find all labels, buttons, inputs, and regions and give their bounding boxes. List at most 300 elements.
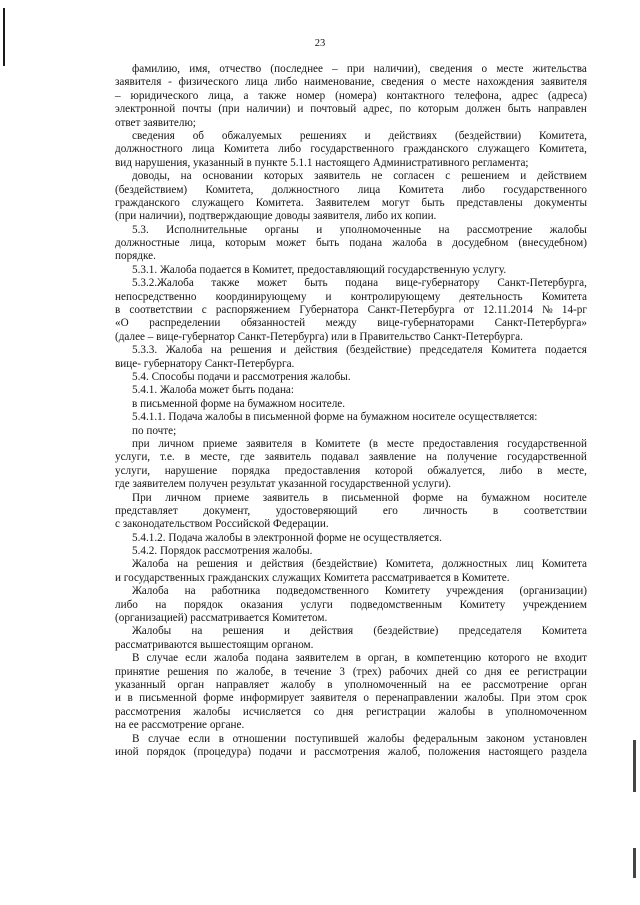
word: быть bbox=[507, 103, 531, 116]
word: № bbox=[542, 304, 553, 317]
word: личном bbox=[165, 491, 201, 504]
text-line: (далее – вице-губернатор Санкт-Петербурга) или в Правительство Санкт-Петербурга. bbox=[115, 330, 523, 343]
word: государственного bbox=[310, 143, 395, 156]
text-line: 5.4. Способы подачи и рассмотрения жалобы. bbox=[132, 370, 351, 383]
word: заявителя bbox=[246, 437, 293, 450]
word: органы bbox=[264, 223, 299, 236]
word: жалоб, bbox=[387, 745, 421, 758]
word: направляет bbox=[215, 678, 269, 691]
word: уполномоченный bbox=[344, 678, 427, 691]
word: личность bbox=[423, 504, 468, 517]
word: и bbox=[284, 625, 291, 638]
word: информирует bbox=[240, 692, 305, 705]
text-line bbox=[115, 465, 587, 478]
word: Комитета. bbox=[255, 196, 304, 209]
text-line bbox=[115, 438, 587, 451]
word: соответствии bbox=[129, 304, 193, 317]
word: гражданского bbox=[403, 143, 469, 156]
text-line bbox=[115, 599, 587, 612]
scan-edge-mark bbox=[633, 848, 636, 878]
word: лиц bbox=[515, 558, 534, 571]
word: при bbox=[132, 437, 150, 450]
word: подавал bbox=[321, 451, 359, 464]
word: может bbox=[256, 277, 287, 290]
word: подана bbox=[255, 652, 289, 665]
word: служащего bbox=[477, 143, 530, 156]
word: может bbox=[276, 237, 306, 250]
word: сведения bbox=[429, 63, 473, 75]
word: (при bbox=[218, 103, 240, 116]
text-line bbox=[115, 277, 587, 290]
word: отчество bbox=[219, 63, 262, 75]
word: рассмотрения bbox=[314, 745, 380, 758]
text-line: (при наличии), подтверждающие доводы заявителя, либо их копии. bbox=[115, 210, 437, 223]
text-line bbox=[115, 197, 587, 210]
word: либо bbox=[278, 143, 302, 156]
word: предоставления bbox=[422, 437, 499, 450]
word: письменной bbox=[341, 491, 400, 504]
word: лица, bbox=[189, 237, 216, 250]
word: представлены bbox=[456, 196, 523, 209]
word: рассмотрения bbox=[115, 705, 181, 718]
word: быть bbox=[315, 237, 340, 250]
word: сведения bbox=[381, 76, 424, 89]
word: если bbox=[185, 652, 207, 665]
word: досудебном bbox=[452, 237, 509, 250]
text-line: вид нарушения, указанный в пункте 5.1.1 настоящего Административного регламента; bbox=[115, 156, 529, 169]
word: В bbox=[132, 652, 140, 665]
word: личном bbox=[158, 437, 194, 450]
word: решения bbox=[167, 665, 209, 678]
word: орган bbox=[560, 678, 587, 691]
word: на bbox=[191, 625, 203, 638]
word: наименование, bbox=[304, 76, 375, 89]
word: и bbox=[316, 223, 323, 236]
word: раздела bbox=[551, 745, 587, 758]
word: порядок bbox=[183, 598, 223, 611]
word: (внесудебном) bbox=[518, 237, 587, 250]
word: жалоба bbox=[392, 237, 427, 250]
text-line bbox=[115, 237, 587, 250]
word: 5.3. bbox=[132, 223, 149, 236]
word: (трех) bbox=[352, 665, 382, 678]
word: случае bbox=[148, 732, 180, 745]
word: жалобы bbox=[549, 223, 587, 236]
text-line bbox=[115, 652, 587, 665]
scan-edge-mark bbox=[633, 740, 636, 792]
word: также bbox=[211, 277, 240, 290]
word: (бездействии) bbox=[454, 129, 522, 142]
text-line bbox=[115, 224, 587, 237]
word: Комитета, bbox=[385, 558, 434, 571]
text-line bbox=[115, 746, 587, 759]
word: уполномоченные bbox=[339, 223, 422, 236]
word: которым bbox=[417, 103, 459, 116]
word: месте, bbox=[556, 464, 587, 477]
word: контролирующему bbox=[350, 290, 441, 303]
word: адрес bbox=[511, 89, 539, 102]
word: фамилию, bbox=[132, 63, 181, 75]
word: – bbox=[332, 63, 338, 75]
word: обжалуемых bbox=[221, 129, 282, 142]
word: от bbox=[463, 304, 474, 317]
word: (номера) bbox=[335, 89, 377, 102]
word: в bbox=[115, 304, 121, 317]
word: непосредственно bbox=[115, 290, 197, 303]
word: деятельность bbox=[459, 290, 523, 303]
word: Жалобы bbox=[132, 625, 172, 638]
word: его bbox=[382, 504, 398, 517]
text-line: где заявителем получен результат указанной государственной услуги). bbox=[115, 478, 452, 491]
word: услуги bbox=[300, 598, 333, 611]
word: о bbox=[481, 63, 488, 75]
word: действия bbox=[260, 558, 304, 571]
word: не bbox=[371, 170, 383, 183]
word: и bbox=[520, 170, 527, 183]
word: по bbox=[399, 103, 411, 116]
word: жалобе, bbox=[236, 665, 274, 678]
word: орган, bbox=[367, 652, 398, 665]
word: Комитету bbox=[384, 585, 431, 598]
word: Санкт-Петербурга bbox=[367, 304, 455, 317]
word: ее bbox=[509, 665, 520, 678]
word: быть bbox=[421, 196, 445, 209]
word: и bbox=[364, 129, 371, 142]
word: услуги, bbox=[115, 464, 151, 477]
word: форме bbox=[412, 491, 444, 504]
word: на bbox=[210, 344, 222, 357]
word: решения bbox=[230, 344, 272, 357]
word: государственной bbox=[507, 437, 587, 450]
word: и bbox=[246, 558, 253, 571]
word: Комитету bbox=[459, 598, 506, 611]
word: подведомственным bbox=[350, 598, 443, 611]
word: лица bbox=[191, 143, 215, 156]
word: (бездействие) bbox=[373, 625, 439, 638]
word: приеме bbox=[202, 437, 238, 450]
word: решения bbox=[196, 558, 238, 571]
word: Комитета bbox=[541, 558, 587, 571]
word: (бездействие) bbox=[346, 344, 412, 357]
word: и bbox=[297, 103, 304, 116]
word: наличии) bbox=[246, 103, 291, 116]
text-line: и государственных гражданских служащих Комитета рассматривается в Комитете. bbox=[115, 571, 510, 584]
word: быть bbox=[304, 277, 328, 290]
page-number: 23 bbox=[314, 38, 326, 49]
text-line: ответ заявителю; bbox=[115, 116, 196, 129]
word: 14-рг bbox=[561, 304, 587, 317]
text-line bbox=[115, 679, 587, 692]
word: в bbox=[301, 437, 307, 450]
text-line bbox=[115, 692, 587, 705]
text-line bbox=[115, 304, 587, 317]
word: о bbox=[430, 76, 437, 89]
word: предоставления bbox=[284, 464, 361, 477]
word: течение bbox=[294, 665, 332, 678]
word: представляет bbox=[115, 504, 178, 517]
text-line bbox=[115, 76, 587, 89]
word: обжалуется, bbox=[427, 464, 486, 477]
word: в bbox=[404, 652, 410, 665]
word: «О bbox=[115, 317, 129, 330]
word: случае bbox=[146, 652, 179, 665]
word: направлен bbox=[537, 103, 587, 116]
word: председателя bbox=[419, 344, 483, 357]
word: (в bbox=[369, 437, 379, 450]
word: о bbox=[363, 692, 369, 705]
word: принятие bbox=[115, 665, 160, 678]
word: которой bbox=[374, 464, 413, 477]
word: на bbox=[438, 678, 450, 691]
text-line bbox=[115, 733, 587, 746]
word: Комитета bbox=[398, 183, 444, 196]
word: документ, bbox=[203, 504, 251, 517]
word: получение bbox=[446, 451, 498, 464]
word: должностные bbox=[115, 237, 180, 250]
word: лица, bbox=[208, 89, 234, 102]
word: порядок bbox=[146, 745, 186, 758]
word: решения bbox=[222, 625, 264, 638]
word: решениях bbox=[299, 129, 347, 142]
word: удостоверяющий bbox=[275, 504, 358, 517]
word: Санкт-Петербурга, bbox=[497, 277, 587, 290]
word: либо bbox=[274, 76, 298, 89]
word: нахождения bbox=[476, 76, 534, 89]
word: жалобы. bbox=[464, 692, 505, 705]
text-line: на ее рассмотрение органе. bbox=[115, 719, 245, 732]
word: и bbox=[325, 290, 332, 303]
word: услуги, bbox=[115, 451, 151, 464]
word: (бездействием) bbox=[115, 183, 188, 196]
word: в bbox=[327, 678, 333, 691]
word: либо bbox=[499, 464, 523, 477]
word: номер bbox=[296, 89, 326, 102]
word: которых bbox=[263, 170, 304, 183]
word: лица bbox=[357, 183, 381, 196]
word: месте bbox=[496, 63, 524, 75]
text-line bbox=[115, 344, 587, 357]
text-line: с законодательством Российской Федерации. bbox=[115, 518, 329, 531]
word: решением bbox=[461, 170, 510, 183]
word: рассмотрение bbox=[482, 678, 549, 691]
word: Комитета bbox=[491, 344, 537, 357]
word: в bbox=[281, 665, 287, 678]
word: доводы, bbox=[132, 170, 170, 183]
word: между bbox=[325, 317, 357, 330]
word: уполномоченном bbox=[505, 705, 587, 718]
word: Комитета bbox=[541, 625, 587, 638]
word: месте bbox=[386, 437, 414, 450]
word: настоящего bbox=[488, 745, 543, 758]
word: в bbox=[436, 237, 443, 250]
word: поступившей bbox=[294, 732, 359, 745]
word: 5.3.2.Жалоба bbox=[132, 277, 194, 290]
word: и bbox=[300, 745, 307, 758]
word: оказания bbox=[240, 598, 283, 611]
word: дней bbox=[435, 665, 459, 678]
word: телефона, bbox=[454, 89, 502, 102]
word: федеральным bbox=[413, 732, 478, 745]
scan-edge-mark bbox=[3, 8, 5, 66]
word: рабочих bbox=[389, 665, 428, 678]
word: документы bbox=[534, 196, 587, 209]
word: компетенцию bbox=[416, 652, 482, 665]
word: распоряжением bbox=[215, 304, 291, 317]
word: заявитель bbox=[264, 451, 312, 464]
word: обязанностей bbox=[240, 317, 306, 330]
text-line bbox=[115, 90, 587, 103]
word: согласен bbox=[393, 170, 435, 183]
word: жалоба bbox=[213, 652, 249, 665]
word: исчисляется bbox=[242, 705, 302, 718]
text-line bbox=[115, 505, 587, 518]
word: должен bbox=[465, 103, 501, 116]
text-line bbox=[115, 170, 587, 183]
word: со bbox=[466, 665, 477, 678]
word: действия bbox=[310, 625, 354, 638]
word: Комитета, bbox=[205, 183, 254, 196]
word: действия bbox=[294, 344, 338, 357]
word: вице-губернатору bbox=[395, 277, 480, 290]
word: Губернатора bbox=[299, 304, 359, 317]
word: юридического bbox=[130, 89, 199, 102]
word: ее bbox=[461, 678, 472, 691]
word: основании bbox=[202, 170, 253, 183]
word: дня bbox=[336, 705, 354, 718]
word: заявитель bbox=[314, 170, 361, 183]
word: на bbox=[438, 223, 450, 236]
text-line: 5.4.2. Порядок рассмотрения жалобы. bbox=[132, 545, 313, 558]
word: должностных bbox=[442, 558, 508, 571]
text-line: по почте; bbox=[132, 424, 177, 437]
word: распределении bbox=[149, 317, 221, 330]
word: Комитете bbox=[315, 437, 361, 450]
word: работника bbox=[211, 585, 261, 598]
word: орган bbox=[177, 678, 205, 691]
word: письменной bbox=[139, 692, 197, 705]
text-line bbox=[115, 63, 587, 76]
word: и bbox=[115, 692, 121, 705]
text-line: 5.4.1.1. Подача жалобы в письменной форме на бумажном носителе осуществляется: bbox=[132, 411, 538, 424]
word: 3 bbox=[339, 665, 345, 678]
word: иной bbox=[115, 745, 139, 758]
word: в bbox=[487, 705, 494, 718]
word: отношении bbox=[232, 732, 287, 745]
word: а bbox=[243, 89, 249, 102]
word: порядка bbox=[231, 464, 271, 477]
word: регистрации bbox=[365, 705, 426, 718]
word: Комитета, bbox=[538, 129, 587, 142]
word: соответствии bbox=[523, 504, 587, 517]
word: жалобы bbox=[193, 705, 231, 718]
word: регистрации bbox=[527, 665, 587, 678]
word: положения bbox=[428, 745, 481, 758]
word: рассмотрение bbox=[466, 223, 533, 236]
word: подана bbox=[349, 237, 383, 250]
text-line bbox=[115, 451, 587, 464]
text-line: в письменной форме на бумажном носителе. bbox=[132, 397, 346, 410]
word: председателя bbox=[458, 625, 522, 638]
word: законом bbox=[486, 732, 525, 745]
word: либо bbox=[462, 183, 485, 196]
word: в bbox=[184, 451, 191, 464]
word: т.е. bbox=[160, 451, 175, 464]
word: вице-губернаторами bbox=[377, 317, 475, 330]
word: 12.11.2014 bbox=[483, 304, 533, 317]
word: (бездействие) bbox=[312, 558, 378, 571]
text-line bbox=[115, 585, 587, 598]
text-line: 5.4.1.2. Подача жалобы в электронной форме не осуществляется. bbox=[132, 531, 442, 544]
word: должностного bbox=[271, 183, 340, 196]
word: Жалоба bbox=[132, 558, 169, 571]
text-line bbox=[115, 103, 587, 116]
word: жительства bbox=[532, 63, 587, 75]
word: В bbox=[132, 732, 140, 745]
word: сведения bbox=[132, 129, 175, 142]
word: на bbox=[177, 558, 189, 571]
word: Заявителем bbox=[315, 196, 370, 209]
text-line bbox=[115, 492, 587, 505]
word: координирующему bbox=[215, 290, 307, 303]
word: носителе bbox=[543, 491, 587, 504]
word: не bbox=[536, 652, 548, 665]
word: учреждением bbox=[522, 598, 587, 611]
word: заявителя bbox=[540, 76, 587, 89]
word: в bbox=[218, 732, 225, 745]
word: Жалоба bbox=[165, 344, 203, 357]
word: по bbox=[216, 665, 229, 678]
word: (организации) bbox=[519, 585, 587, 598]
word: дня bbox=[484, 665, 502, 678]
word: адрес, bbox=[363, 103, 393, 116]
text-line bbox=[115, 706, 587, 719]
word: заявитель bbox=[262, 491, 310, 504]
word: – bbox=[115, 89, 121, 102]
word: действием bbox=[537, 170, 587, 183]
word: жалобу bbox=[280, 678, 316, 691]
word: Комитета bbox=[223, 143, 269, 156]
word: где bbox=[240, 451, 255, 464]
word: подана bbox=[345, 277, 379, 290]
word: жалобы bbox=[438, 705, 476, 718]
word: электронной bbox=[115, 103, 176, 116]
word: срок bbox=[565, 692, 587, 705]
text-line: 5.4.1. Жалоба может быть подана: bbox=[132, 384, 295, 397]
word: имя, bbox=[189, 63, 211, 75]
word: с bbox=[201, 304, 207, 317]
word: наличии), bbox=[373, 63, 421, 75]
word: лица bbox=[245, 76, 268, 89]
word: государственной bbox=[507, 451, 587, 464]
word: если bbox=[188, 732, 211, 745]
word: в bbox=[355, 652, 361, 665]
word: При bbox=[132, 491, 152, 504]
word: приеме bbox=[214, 491, 250, 504]
word: которого bbox=[488, 652, 530, 665]
text-line: порядке. bbox=[115, 250, 156, 263]
word: Санкт-Петербурга» bbox=[494, 317, 587, 330]
text-line bbox=[115, 291, 587, 304]
word: в bbox=[127, 692, 133, 705]
word: установлен bbox=[533, 732, 587, 745]
word: указанный bbox=[115, 678, 166, 691]
word: действиях bbox=[388, 129, 438, 142]
word: заявителя bbox=[115, 76, 162, 89]
word: нарушение bbox=[164, 464, 218, 477]
word: на bbox=[184, 585, 196, 598]
word: 5.3.3. bbox=[132, 344, 158, 357]
text-line bbox=[115, 666, 587, 679]
